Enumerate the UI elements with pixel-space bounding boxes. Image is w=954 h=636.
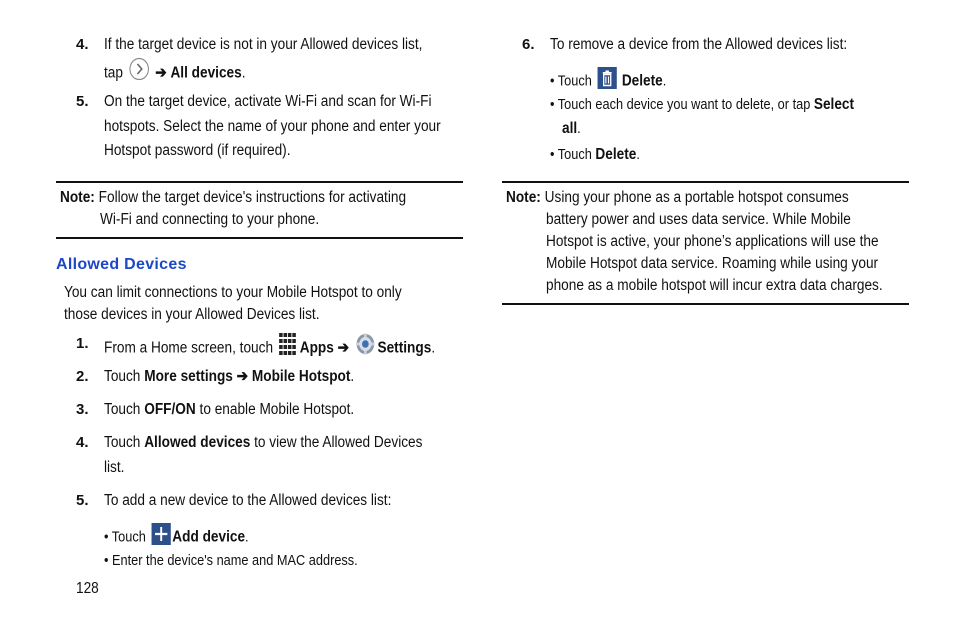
step-text: To add a new device to the Allowed devices list: (104, 492, 392, 509)
off-on-label: OFF/ON (144, 401, 196, 418)
note-text: Follow the target device's instructions for activating (98, 189, 407, 206)
add-device-label: Add device (172, 528, 246, 546)
note-line (506, 186, 849, 211)
settings-label: Settings (377, 339, 432, 357)
delete-label: Delete (595, 146, 637, 163)
step-text-post: to view the Allowed Devices (254, 434, 423, 451)
divider (56, 181, 463, 183)
note-label: Note: (506, 189, 541, 206)
step-number: 6. (522, 36, 535, 53)
step-number: 5. (76, 93, 89, 110)
trash-icon (597, 67, 616, 96)
step-text: list. (104, 459, 125, 476)
select-label: Select (813, 96, 855, 113)
mobile-hotspot-label: Mobile Hotspot (251, 368, 351, 385)
period: . (577, 121, 581, 137)
intro-text: You can limit connections to your Mobile Hotspot to only (64, 284, 402, 301)
step-number: 3. (76, 401, 89, 418)
bullet-text-pre: • Touch (104, 529, 146, 546)
bullet-text-pre: • Touch (550, 147, 592, 163)
sub-bullet (104, 523, 249, 552)
note-text: battery power and uses data service. While Mobile (546, 211, 851, 228)
step-text: If the target device is not in your Allowed devices list, (104, 36, 423, 53)
step-number: 1. (76, 335, 89, 352)
apps-grid-icon (279, 332, 298, 365)
step-text-post: to enable Mobile Hotspot. (199, 401, 355, 418)
more-settings-label: More settings (144, 368, 233, 385)
period: . (245, 529, 249, 546)
arrow: ➔ (337, 339, 350, 357)
bullet-text-pre: • Touch each device you want to delete, or tap (550, 97, 811, 113)
step-text-line2 (104, 57, 246, 90)
step-text-pre: Touch (104, 401, 141, 418)
arrow: ➔ (236, 368, 249, 385)
bullet-text-pre: • Touch (550, 73, 592, 90)
settings-gear-icon (355, 332, 376, 365)
step-text: Hotspot password (if required). (104, 142, 291, 159)
step-number: 4. (76, 36, 89, 53)
step-text (104, 398, 354, 423)
sub-bullet (550, 144, 640, 166)
arrow: ➔ (155, 64, 167, 82)
chevron-right-icon (129, 57, 150, 90)
intro-text: those devices in your Allowed Devices list. (64, 306, 320, 323)
step-number: 4. (76, 434, 89, 451)
step-text (104, 332, 435, 365)
step-number: 5. (76, 492, 89, 509)
section-heading: Allowed Devices (56, 256, 187, 273)
step-text-pre: Touch (104, 434, 141, 451)
note-text: Using your phone as a portable hotspot consumes (544, 189, 849, 206)
step-text (104, 365, 354, 390)
period: . (431, 339, 436, 357)
allowed-devices-label: Allowed devices (144, 434, 251, 451)
delete-label: Delete (621, 72, 663, 90)
step-text-pre: Touch (104, 368, 141, 385)
sub-bullet: • Enter the device's name and MAC address. (104, 553, 358, 569)
note-text: Hotspot is active, your phone’s applications will use the (546, 233, 879, 250)
sub-bullet-line2 (562, 118, 581, 140)
page-number: 128 (76, 580, 99, 597)
note-line (60, 186, 406, 211)
sub-bullet (550, 94, 854, 116)
divider (502, 303, 909, 305)
period: . (350, 368, 355, 385)
step-text: On the target device, activate Wi-Fi and scan for Wi-Fi (104, 93, 432, 110)
step-number: 2. (76, 368, 89, 385)
step-text: To remove a device from the Allowed devices list: (550, 36, 848, 53)
period: . (662, 73, 667, 90)
note-text: Wi-Fi and connecting to your phone. (100, 211, 320, 228)
note-text: Mobile Hotspot data service. Roaming while using your (546, 255, 879, 272)
step-text-pre: From a Home screen, touch (104, 339, 274, 357)
period: . (636, 147, 640, 163)
apps-label: Apps (299, 339, 334, 357)
note-text: phone as a mobile hotspot will incur extra data charges. (546, 277, 883, 294)
plus-icon (151, 523, 170, 552)
period: . (241, 64, 246, 82)
step-text (104, 431, 422, 456)
note-label: Note: (60, 189, 95, 206)
all-devices-label: All devices (170, 64, 242, 82)
divider (502, 181, 909, 183)
divider (56, 237, 463, 239)
step-text: hotspots. Select the name of your phone and enter your (104, 118, 441, 135)
all-label: all (562, 120, 578, 137)
sub-bullet (550, 67, 666, 96)
tap-text: tap (104, 64, 123, 82)
